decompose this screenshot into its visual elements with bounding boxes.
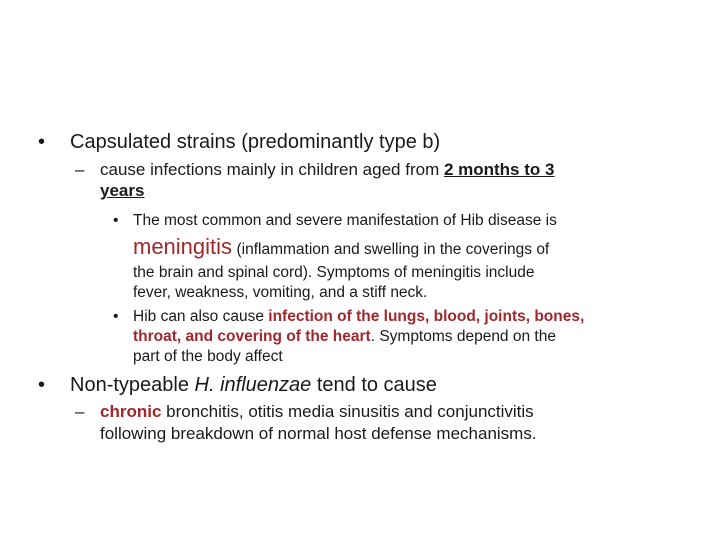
sub-bullet-text: cause infections mainly in children aged from xyxy=(100,160,444,179)
bullet-marker: • xyxy=(38,131,46,153)
non-typeable-prefix: Non-typeable xyxy=(70,374,195,396)
meningitis-highlight: meningitis xyxy=(133,234,233,259)
chronic-diseases: bronchitis, otitis media sinusitis and conjunctivitis xyxy=(161,402,534,421)
hib-manifestation-line3: the brain and spinal cord). Symptoms of meningitis include xyxy=(133,264,535,281)
dash-marker: – xyxy=(75,160,85,179)
hib-infections-line1 xyxy=(133,308,584,326)
bullet-marker: • xyxy=(113,308,119,325)
chronic-red: chronic xyxy=(100,402,162,421)
age-range-emphasis-cont: years xyxy=(100,181,145,200)
bullet-non-typeable xyxy=(70,374,437,397)
bullet-capsulated-strains: Capsulated strains (predominantly type b) xyxy=(70,131,441,153)
hib-manifestation-line4: fever, weakness, vomiting, and a stiff neck. xyxy=(133,284,428,301)
bullet-marker: • xyxy=(113,212,119,229)
hib-infections-prefix: Hib can also cause xyxy=(133,308,269,325)
meningitis-definition: (inflammation and swelling in the coverings of xyxy=(236,241,550,258)
age-range-emphasis: 2 months to 3 xyxy=(443,160,555,179)
dash-marker: – xyxy=(75,402,85,421)
infection-sites-red: infection of the lungs, blood, joints, bones, xyxy=(268,308,585,325)
non-typeable-suffix: tend to cause xyxy=(311,374,437,396)
infection-sites-red-cont: throat, and covering of the heart xyxy=(133,328,371,345)
bullet-marker: • xyxy=(38,374,46,396)
chronic-line1 xyxy=(100,402,534,422)
sub-bullet-cause-infections xyxy=(100,160,554,180)
symptoms-depend: . Symptoms depend on the xyxy=(370,328,556,345)
species-name: H. influenzae xyxy=(194,374,312,396)
hib-infections-line2 xyxy=(133,328,556,346)
chronic-line2: following breakdown of normal host defense mechanisms. xyxy=(100,424,537,443)
hib-infections-line3: part of the body affect xyxy=(133,348,283,365)
hib-manifestation-line1: The most common and severe manifestation of Hib disease is xyxy=(133,212,557,229)
hib-manifestation-line2 xyxy=(133,234,549,260)
